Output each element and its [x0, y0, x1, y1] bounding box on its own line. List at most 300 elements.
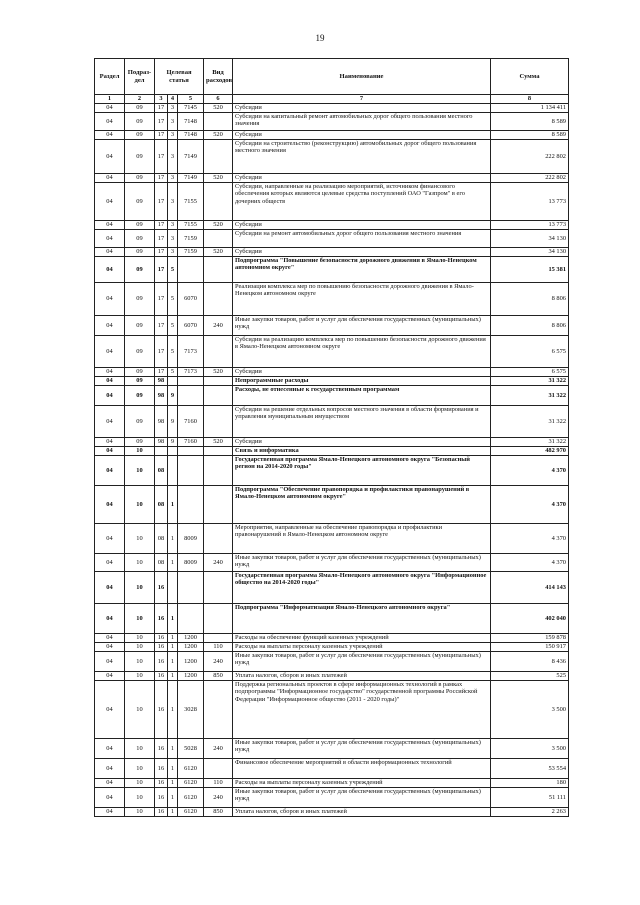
cell-statya-2: 1	[168, 604, 178, 634]
cell-statya-3	[178, 456, 204, 486]
cell-statya-2: 1	[168, 524, 178, 554]
cell-name: Субсидии	[233, 248, 491, 257]
cell-statya-2	[168, 456, 178, 486]
cell-razdel: 04	[95, 368, 125, 377]
cell-summa: 525	[491, 672, 569, 681]
cell-summa: 13 773	[491, 183, 569, 221]
cell-vid-rashodov: 520	[204, 438, 233, 447]
column-number-row	[95, 95, 569, 104]
cell-statya-1: 17	[155, 174, 168, 183]
table-row	[95, 368, 569, 377]
cell-statya-3: 3028	[178, 681, 204, 739]
cell-name: Субсидии на ремонт автомобильных дорог общего пользования местного значения	[233, 230, 491, 248]
cell-name: Поддержка региональных проектов в сфере информационных технологий в рамках подпрограммы "Информационное государство" государственной программы Российской Федерации "Информационное общество (2011 - 2020 годы)"	[233, 681, 491, 739]
cell-statya-1: 17	[155, 183, 168, 221]
cell-statya-1: 16	[155, 681, 168, 739]
cell-name: Уплата налогов, сборов и иных платежей	[233, 808, 491, 817]
cell-name: Расходы, не отнесенные к государственным программам	[233, 386, 491, 406]
cell-name: Расходы на выплаты персоналу казенных учреждений	[233, 643, 491, 652]
cell-name: Расходы на выплаты персоналу казенных учреждений	[233, 779, 491, 788]
cell-podrazdel: 09	[125, 336, 155, 368]
cell-name: Подпрограмма "Повышение безопасности дорожного движения в Ямало-Ненецком автономном округе"	[233, 257, 491, 283]
column-number: 5	[178, 95, 204, 104]
cell-statya-3: 6070	[178, 283, 204, 316]
cell-razdel: 04	[95, 438, 125, 447]
cell-statya-1: 16	[155, 572, 168, 604]
cell-name: Субсидии	[233, 174, 491, 183]
cell-statya-2: 1	[168, 554, 178, 572]
cell-razdel: 04	[95, 634, 125, 643]
cell-summa: 8 589	[491, 131, 569, 140]
cell-summa: 8 436	[491, 652, 569, 672]
cell-summa: 31 322	[491, 377, 569, 386]
cell-vid-rashodov	[204, 283, 233, 316]
cell-statya-3: 6120	[178, 788, 204, 808]
cell-statya-1: 16	[155, 643, 168, 652]
cell-podrazdel: 09	[125, 368, 155, 377]
cell-name: Финансовое обеспечение мероприятий в области информационных технологий	[233, 759, 491, 779]
cell-vid-rashodov: 850	[204, 808, 233, 817]
cell-razdel: 04	[95, 672, 125, 681]
cell-razdel: 04	[95, 174, 125, 183]
cell-vid-rashodov	[204, 681, 233, 739]
cell-statya-2	[168, 377, 178, 386]
cell-podrazdel: 10	[125, 486, 155, 524]
budget-table	[94, 58, 569, 817]
cell-statya-2: 5	[168, 283, 178, 316]
table-row	[95, 104, 569, 113]
cell-podrazdel: 09	[125, 230, 155, 248]
cell-razdel: 04	[95, 316, 125, 336]
table-row	[95, 643, 569, 652]
cell-statya-2: 9	[168, 406, 178, 438]
cell-summa: 4 370	[491, 524, 569, 554]
cell-podrazdel: 10	[125, 604, 155, 634]
cell-statya-3: 6120	[178, 759, 204, 779]
table-row	[95, 447, 569, 456]
cell-summa: 4 370	[491, 486, 569, 524]
table-row	[95, 456, 569, 486]
cell-statya-2: 1	[168, 672, 178, 681]
header-name: Наименование	[233, 59, 491, 95]
cell-razdel: 04	[95, 104, 125, 113]
cell-vid-rashodov	[204, 604, 233, 634]
cell-podrazdel: 09	[125, 316, 155, 336]
cell-statya-1	[155, 447, 168, 456]
cell-name: Субсидии на строительство (реконструкцию) автомобильных дорог общего пользования местного значения	[233, 140, 491, 174]
cell-podrazdel: 10	[125, 672, 155, 681]
cell-statya-1: 16	[155, 808, 168, 817]
cell-statya-3: 7145	[178, 104, 204, 113]
column-number: 1	[95, 95, 125, 104]
cell-summa: 3 500	[491, 681, 569, 739]
cell-name: Субсидии на реализацию комплекса мер по повышению безопасности дорожного движения в Ямало-Ненецком автономном округе	[233, 336, 491, 368]
header-podrazdel: Подраз- дел	[125, 59, 155, 95]
table-row	[95, 248, 569, 257]
cell-summa: 31 322	[491, 438, 569, 447]
cell-statya-1: 16	[155, 652, 168, 672]
cell-statya-3	[178, 377, 204, 386]
cell-statya-1: 17	[155, 140, 168, 174]
cell-statya-3: 7149	[178, 140, 204, 174]
cell-razdel: 04	[95, 377, 125, 386]
cell-podrazdel: 10	[125, 554, 155, 572]
cell-name: Государственная программа Ямало-Ненецкого автономного округа "Безопасный регион на 2014-2020 годы"	[233, 456, 491, 486]
cell-statya-2: 1	[168, 779, 178, 788]
cell-summa: 222 802	[491, 174, 569, 183]
cell-statya-2	[168, 447, 178, 456]
table-row	[95, 554, 569, 572]
cell-podrazdel: 10	[125, 524, 155, 554]
cell-statya-3: 7159	[178, 248, 204, 257]
cell-name: Субсидии на решение отдельных вопросов местного значения в области формирования и управления муниципальным имуществом	[233, 406, 491, 438]
cell-statya-1: 17	[155, 230, 168, 248]
cell-statya-1: 16	[155, 634, 168, 643]
cell-summa: 2 263	[491, 808, 569, 817]
cell-statya-1: 98	[155, 438, 168, 447]
cell-razdel: 04	[95, 779, 125, 788]
header-summa: Сумма	[491, 59, 569, 95]
table-row	[95, 779, 569, 788]
cell-statya-1: 17	[155, 257, 168, 283]
table-row	[95, 524, 569, 554]
column-number: 7	[233, 95, 491, 104]
cell-statya-3: 6120	[178, 808, 204, 817]
cell-statya-2: 3	[168, 131, 178, 140]
cell-statya-2: 3	[168, 140, 178, 174]
cell-vid-rashodov: 520	[204, 174, 233, 183]
cell-statya-3: 6070	[178, 316, 204, 336]
cell-razdel: 04	[95, 140, 125, 174]
cell-name: Расходы на обеспечение функций казенных учреждений	[233, 634, 491, 643]
cell-statya-3: 7173	[178, 336, 204, 368]
cell-summa: 51 111	[491, 788, 569, 808]
cell-podrazdel: 10	[125, 572, 155, 604]
cell-statya-1: 17	[155, 113, 168, 131]
cell-statya-3: 5028	[178, 739, 204, 759]
cell-podrazdel: 10	[125, 643, 155, 652]
cell-summa: 1 134 411	[491, 104, 569, 113]
cell-vid-rashodov	[204, 572, 233, 604]
cell-statya-3: 7155	[178, 183, 204, 221]
cell-statya-2: 5	[168, 257, 178, 283]
table-row	[95, 140, 569, 174]
cell-statya-3: 7160	[178, 406, 204, 438]
cell-podrazdel: 10	[125, 779, 155, 788]
cell-summa: 482 970	[491, 447, 569, 456]
cell-statya-3: 6120	[178, 779, 204, 788]
cell-vid-rashodov	[204, 113, 233, 131]
cell-razdel: 04	[95, 486, 125, 524]
table-row	[95, 739, 569, 759]
cell-summa: 8 806	[491, 283, 569, 316]
cell-statya-2: 9	[168, 438, 178, 447]
cell-podrazdel: 09	[125, 174, 155, 183]
table-row	[95, 652, 569, 672]
cell-vid-rashodov: 240	[204, 788, 233, 808]
header-celevaya-statya: Целевая статья	[155, 59, 204, 95]
header-vid-rashodov: Вид расходов	[204, 59, 233, 95]
cell-statya-1: 17	[155, 316, 168, 336]
cell-name: Субсидии на капитальный ремонт автомобильных дорог общего пользования местного значения	[233, 113, 491, 131]
cell-statya-1: 17	[155, 104, 168, 113]
cell-podrazdel: 09	[125, 257, 155, 283]
cell-statya-3	[178, 572, 204, 604]
cell-statya-1: 17	[155, 248, 168, 257]
cell-podrazdel: 10	[125, 759, 155, 779]
cell-statya-2: 1	[168, 739, 178, 759]
table-row	[95, 808, 569, 817]
cell-statya-1: 17	[155, 368, 168, 377]
cell-statya-3: 7148	[178, 113, 204, 131]
cell-statya-2: 1	[168, 643, 178, 652]
cell-statya-1: 17	[155, 336, 168, 368]
cell-vid-rashodov	[204, 140, 233, 174]
cell-statya-1: 16	[155, 604, 168, 634]
cell-summa: 34 130	[491, 248, 569, 257]
cell-summa: 222 802	[491, 140, 569, 174]
cell-statya-1: 16	[155, 759, 168, 779]
cell-summa: 180	[491, 779, 569, 788]
cell-statya-3: 1200	[178, 672, 204, 681]
cell-vid-rashodov: 520	[204, 368, 233, 377]
cell-razdel: 04	[95, 681, 125, 739]
table-row	[95, 386, 569, 406]
table-row	[95, 634, 569, 643]
cell-statya-3	[178, 486, 204, 524]
cell-statya-3: 8009	[178, 524, 204, 554]
cell-vid-rashodov	[204, 486, 233, 524]
cell-razdel: 04	[95, 739, 125, 759]
table-row	[95, 438, 569, 447]
cell-razdel: 04	[95, 524, 125, 554]
cell-razdel: 04	[95, 113, 125, 131]
cell-vid-rashodov: 240	[204, 316, 233, 336]
table-row	[95, 759, 569, 779]
cell-statya-1: 16	[155, 779, 168, 788]
table-row	[95, 221, 569, 230]
cell-vid-rashodov	[204, 406, 233, 438]
cell-podrazdel: 09	[125, 406, 155, 438]
cell-podrazdel: 10	[125, 788, 155, 808]
table-row	[95, 336, 569, 368]
cell-summa: 3 500	[491, 739, 569, 759]
cell-name: Мероприятия, направленные на обеспечение правопорядка и профилактики правонарушений в Ямало-Ненецком автономном округе	[233, 524, 491, 554]
cell-vid-rashodov: 240	[204, 652, 233, 672]
cell-summa: 31 322	[491, 386, 569, 406]
cell-vid-rashodov	[204, 634, 233, 643]
header-razdel: Раздел	[95, 59, 125, 95]
cell-razdel: 04	[95, 221, 125, 230]
column-number: 2	[125, 95, 155, 104]
cell-statya-2: 5	[168, 368, 178, 377]
cell-summa: 53 554	[491, 759, 569, 779]
cell-statya-2: 9	[168, 386, 178, 406]
table-row	[95, 131, 569, 140]
cell-statya-3: 7160	[178, 438, 204, 447]
cell-podrazdel: 09	[125, 104, 155, 113]
table-row	[95, 174, 569, 183]
cell-razdel: 04	[95, 283, 125, 316]
table-row	[95, 183, 569, 221]
cell-statya-3: 7159	[178, 230, 204, 248]
cell-name: Подпрограмма "Обеспечение правопорядка и профилактики правонарушений в Ямало-Ненецком автономном округе"	[233, 486, 491, 524]
cell-statya-1: 17	[155, 283, 168, 316]
cell-statya-2: 3	[168, 113, 178, 131]
cell-razdel: 04	[95, 652, 125, 672]
cell-statya-2: 3	[168, 248, 178, 257]
cell-vid-rashodov	[204, 524, 233, 554]
cell-statya-3: 1200	[178, 652, 204, 672]
cell-statya-2: 3	[168, 221, 178, 230]
cell-summa: 34 130	[491, 230, 569, 248]
table-row	[95, 316, 569, 336]
cell-summa: 4 370	[491, 554, 569, 572]
cell-razdel: 04	[95, 406, 125, 438]
cell-statya-2: 1	[168, 634, 178, 643]
cell-statya-3	[178, 386, 204, 406]
cell-razdel: 04	[95, 336, 125, 368]
cell-razdel: 04	[95, 183, 125, 221]
column-number: 8	[491, 95, 569, 104]
cell-statya-1: 08	[155, 524, 168, 554]
cell-statya-1: 98	[155, 377, 168, 386]
cell-name: Связь и информатика	[233, 447, 491, 456]
cell-name: Субсидии, направленные на реализацию мероприятий, источником финансового обеспечения которых являются целевые средства поступлений ОАО "Газпром" в его дочерних обществ	[233, 183, 491, 221]
cell-podrazdel: 09	[125, 248, 155, 257]
cell-statya-1: 98	[155, 406, 168, 438]
cell-vid-rashodov: 520	[204, 221, 233, 230]
cell-vid-rashodov	[204, 386, 233, 406]
cell-podrazdel: 09	[125, 221, 155, 230]
cell-statya-2	[168, 572, 178, 604]
cell-statya-2: 1	[168, 808, 178, 817]
cell-statya-2: 3	[168, 230, 178, 248]
cell-vid-rashodov	[204, 456, 233, 486]
cell-vid-rashodov: 850	[204, 672, 233, 681]
cell-podrazdel: 10	[125, 808, 155, 817]
cell-vid-rashodov	[204, 377, 233, 386]
cell-vid-rashodov	[204, 230, 233, 248]
cell-podrazdel: 10	[125, 652, 155, 672]
cell-statya-1: 16	[155, 739, 168, 759]
cell-name: Иные закупки товаров, работ и услуг для обеспечения государственных (муниципальных) нужд	[233, 788, 491, 808]
table-row	[95, 486, 569, 524]
cell-statya-3	[178, 447, 204, 456]
cell-statya-2: 3	[168, 174, 178, 183]
cell-name: Иные закупки товаров, работ и услуг для обеспечения государственных (муниципальных) нужд	[233, 554, 491, 572]
cell-podrazdel: 09	[125, 386, 155, 406]
column-number: 4	[168, 95, 178, 104]
cell-statya-3	[178, 604, 204, 634]
cell-summa: 13 773	[491, 221, 569, 230]
cell-summa: 4 370	[491, 456, 569, 486]
cell-razdel: 04	[95, 808, 125, 817]
cell-razdel: 04	[95, 248, 125, 257]
cell-statya-3: 7173	[178, 368, 204, 377]
cell-vid-rashodov	[204, 447, 233, 456]
cell-summa: 414 143	[491, 572, 569, 604]
table-body	[95, 104, 569, 817]
cell-statya-3: 1200	[178, 634, 204, 643]
table-row	[95, 681, 569, 739]
cell-summa: 8 806	[491, 316, 569, 336]
cell-statya-3: 7149	[178, 174, 204, 183]
cell-podrazdel: 10	[125, 681, 155, 739]
cell-razdel: 04	[95, 604, 125, 634]
cell-razdel: 04	[95, 447, 125, 456]
cell-podrazdel: 09	[125, 183, 155, 221]
cell-razdel: 04	[95, 456, 125, 486]
cell-statya-2: 1	[168, 486, 178, 524]
cell-vid-rashodov	[204, 336, 233, 368]
cell-name: Государственная программа Ямало-Ненецкого автономного округа "Информационное общество на 2014-2020 годы"	[233, 572, 491, 604]
cell-summa: 8 589	[491, 113, 569, 131]
cell-summa: 150 917	[491, 643, 569, 652]
cell-vid-rashodov: 110	[204, 779, 233, 788]
cell-vid-rashodov: 520	[204, 248, 233, 257]
cell-name: Уплата налогов, сборов и иных платежей	[233, 672, 491, 681]
table-row	[95, 604, 569, 634]
column-number: 3	[155, 95, 168, 104]
cell-statya-2: 1	[168, 681, 178, 739]
cell-statya-2: 1	[168, 652, 178, 672]
cell-name: Иные закупки товаров, работ и услуг для обеспечения государственных (муниципальных) нужд	[233, 316, 491, 336]
cell-statya-3: 7148	[178, 131, 204, 140]
cell-summa: 31 322	[491, 406, 569, 438]
cell-statya-3: 1200	[178, 643, 204, 652]
cell-name: Субсидии	[233, 221, 491, 230]
cell-summa: 6 575	[491, 368, 569, 377]
cell-statya-1: 17	[155, 131, 168, 140]
cell-name: Непрограммные расходы	[233, 377, 491, 386]
cell-razdel: 04	[95, 230, 125, 248]
cell-statya-2: 5	[168, 316, 178, 336]
cell-statya-2: 3	[168, 104, 178, 113]
cell-razdel: 04	[95, 572, 125, 604]
cell-vid-rashodov: 520	[204, 131, 233, 140]
table-row	[95, 257, 569, 283]
table-row	[95, 572, 569, 604]
cell-name: Реализация комплекса мер по повышению безопасности дорожного движения в Ямало-Ненецком автономном округе	[233, 283, 491, 316]
cell-razdel: 04	[95, 131, 125, 140]
cell-statya-2: 1	[168, 788, 178, 808]
cell-statya-3: 7155	[178, 221, 204, 230]
cell-razdel: 04	[95, 386, 125, 406]
cell-vid-rashodov: 240	[204, 739, 233, 759]
table-row	[95, 788, 569, 808]
cell-statya-1: 08	[155, 486, 168, 524]
page-number: 19	[315, 33, 325, 43]
cell-statya-3: 8009	[178, 554, 204, 572]
cell-podrazdel: 09	[125, 438, 155, 447]
cell-vid-rashodov: 110	[204, 643, 233, 652]
cell-statya-1: 17	[155, 221, 168, 230]
cell-summa: 15 381	[491, 257, 569, 283]
cell-razdel: 04	[95, 788, 125, 808]
cell-podrazdel: 09	[125, 131, 155, 140]
cell-podrazdel: 09	[125, 283, 155, 316]
cell-statya-2: 5	[168, 336, 178, 368]
cell-name: Иные закупки товаров, работ и услуг для обеспечения государственных (муниципальных) нужд	[233, 739, 491, 759]
cell-podrazdel: 10	[125, 447, 155, 456]
cell-statya-1: 98	[155, 386, 168, 406]
cell-name: Субсидии	[233, 438, 491, 447]
cell-vid-rashodov	[204, 257, 233, 283]
cell-statya-3	[178, 257, 204, 283]
cell-statya-1: 16	[155, 788, 168, 808]
column-number: 6	[204, 95, 233, 104]
